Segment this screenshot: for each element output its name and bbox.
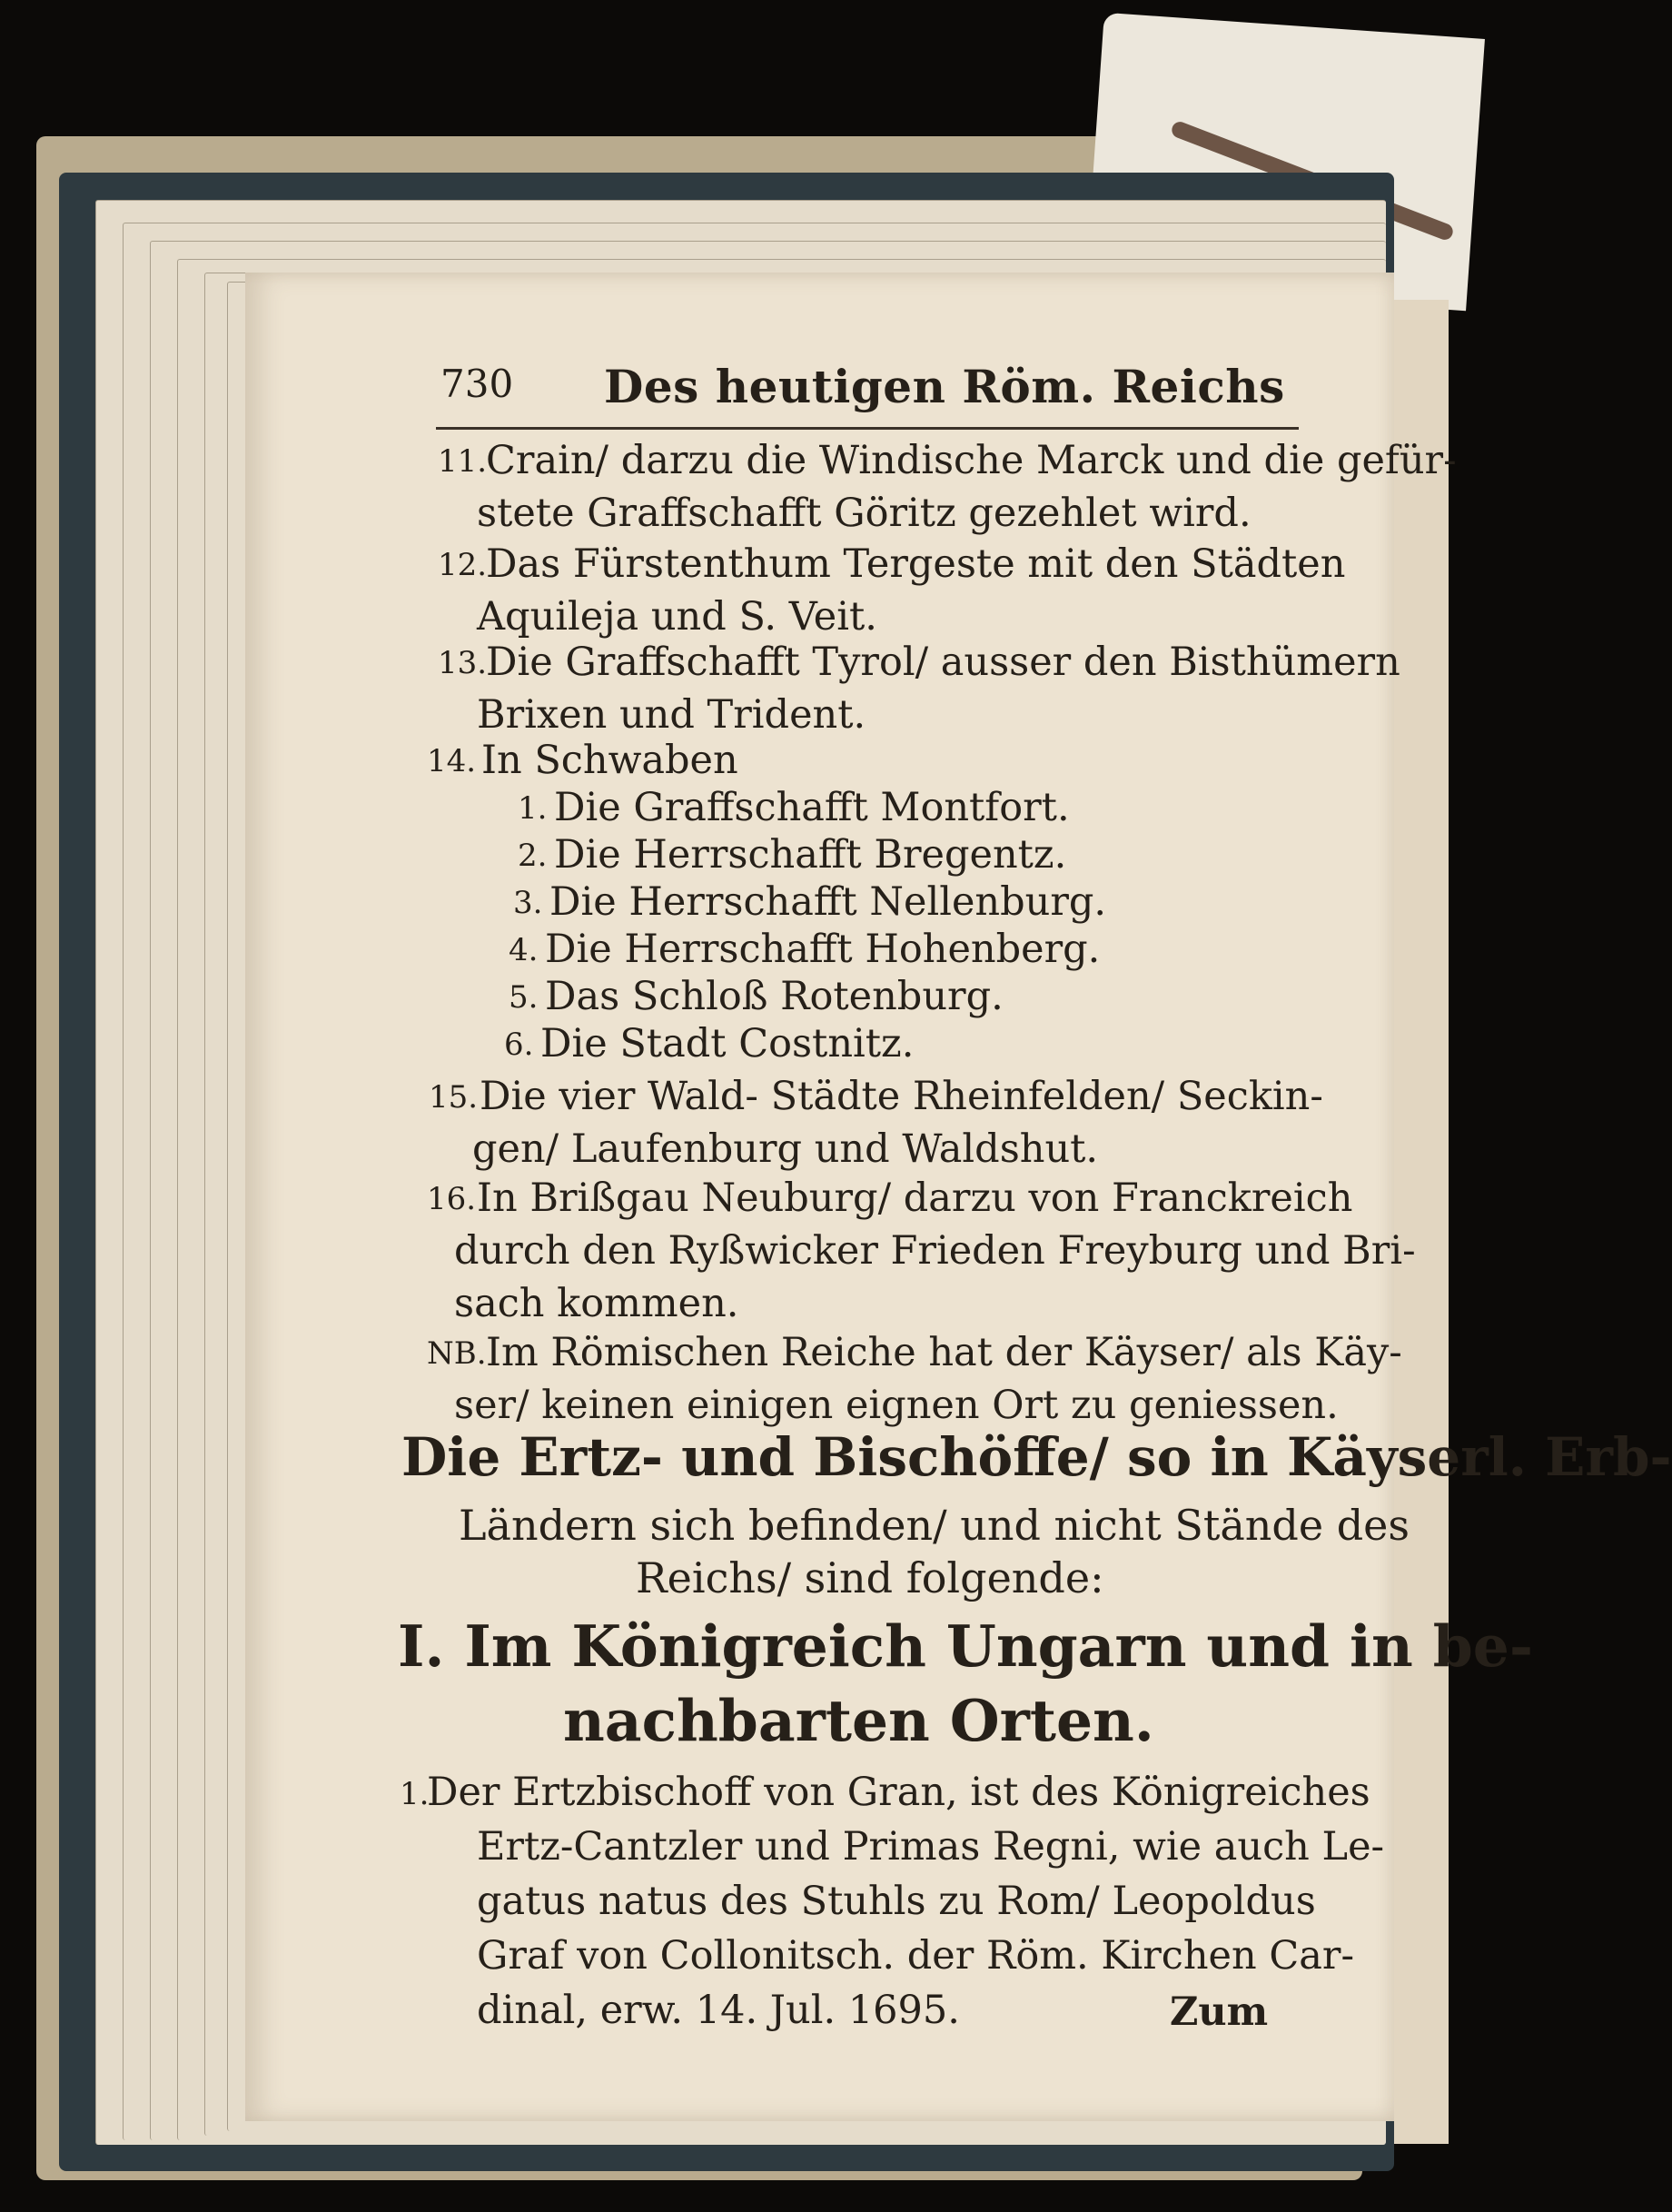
item-line: ser/ keinen einigen eignen Ort zu geniessen. <box>454 1383 1339 1428</box>
section-heading-line: Reichs/ sind folgende: <box>636 1553 1104 1602</box>
subitem-number: 3. <box>513 885 543 921</box>
entry-line: Graf von Collonitsch. der Röm. Kirchen Car- <box>477 1933 1354 1979</box>
subitem-text: Die Stadt Costnitz. <box>540 1021 915 1066</box>
subitem-text: Die Herrschafft Bregentz. <box>554 832 1067 878</box>
catchword: Zum <box>1170 1989 1269 2035</box>
item-line: In Schwaben <box>481 738 738 783</box>
item-line: Das Fürstenthum Tergeste mit den Städten <box>486 541 1346 587</box>
item-number: 12. <box>438 547 488 583</box>
subitem-number: 4. <box>509 932 539 968</box>
subitem-number: 5. <box>509 979 539 1016</box>
item-line: sach kommen. <box>454 1281 739 1326</box>
entry-line: gatus natus des Stuhls zu Rom/ Leopoldus <box>477 1879 1316 1924</box>
item-line: Die vier Wald- Städte Rheinfelden/ Seckin- <box>480 1074 1323 1119</box>
item-line: Crain/ darzu die Windische Marck und die gefür- <box>486 438 1457 483</box>
section-heading-line: Ländern sich befinden/ und nicht Stände des <box>459 1501 1410 1550</box>
subitem-number: 1. <box>518 790 548 827</box>
entry-line: Der Ertzbischoff von Gran, ist des Königreiches <box>427 1770 1370 1815</box>
page-number: 730 <box>440 362 514 406</box>
subitem-text: Die Herrschafft Hohenberg. <box>545 927 1101 972</box>
item-line: Die Graffschafft Tyrol/ ausser den Bisthümern <box>486 640 1400 685</box>
item-line: Brixen und Trident. <box>477 692 866 738</box>
item-number: 11. <box>438 443 488 480</box>
running-header: Des heutigen Röm. Reichs <box>604 360 1285 413</box>
entry-line: Ertz-Cantzler und Primas Regni, wie auch Le- <box>477 1824 1385 1870</box>
subitem-text: Das Schloß Rotenburg. <box>545 974 1004 1019</box>
nb-marker: NB. <box>427 1335 487 1372</box>
subitem-number: 2. <box>518 838 548 874</box>
item-line: Aquileja und S. Veit. <box>477 594 877 640</box>
header-rule <box>436 427 1299 430</box>
subsection-heading-line: I. Im Königreich Ungarn und in be- <box>398 1612 1533 1680</box>
item-line: stete Graffschafft Göritz gezehlet wird. <box>477 491 1252 536</box>
item-number: 14. <box>427 743 477 779</box>
subsection-heading-line: nachbarten Orten. <box>563 1687 1154 1754</box>
item-line: durch den Ryßwicker Frieden Freyburg und Bri- <box>454 1228 1416 1274</box>
facing-page-edge <box>1394 300 1449 2144</box>
item-line: Im Römischen Reiche hat der Käyser/ als Käy- <box>486 1330 1402 1375</box>
item-line: gen/ Laufenburg und Waldshut. <box>472 1126 1099 1172</box>
item-line: In Brißgau Neuburg/ darzu von Franckreich <box>477 1175 1353 1221</box>
item-number: 16. <box>427 1181 477 1217</box>
entry-number: 1. <box>400 1776 430 1812</box>
subitem-text: Die Graffschafft Montfort. <box>554 785 1070 830</box>
subitem-number: 6. <box>504 1027 534 1063</box>
section-heading-line: Die Ertz- und Bischöffe/ so in Käyserl. Erb- <box>401 1426 1672 1488</box>
subitem-text: Die Herrschafft Nellenburg. <box>549 879 1107 925</box>
entry-line: dinal, erw. 14. Jul. 1695. <box>477 1988 960 2033</box>
item-number: 15. <box>429 1079 479 1116</box>
item-number: 13. <box>438 645 488 681</box>
